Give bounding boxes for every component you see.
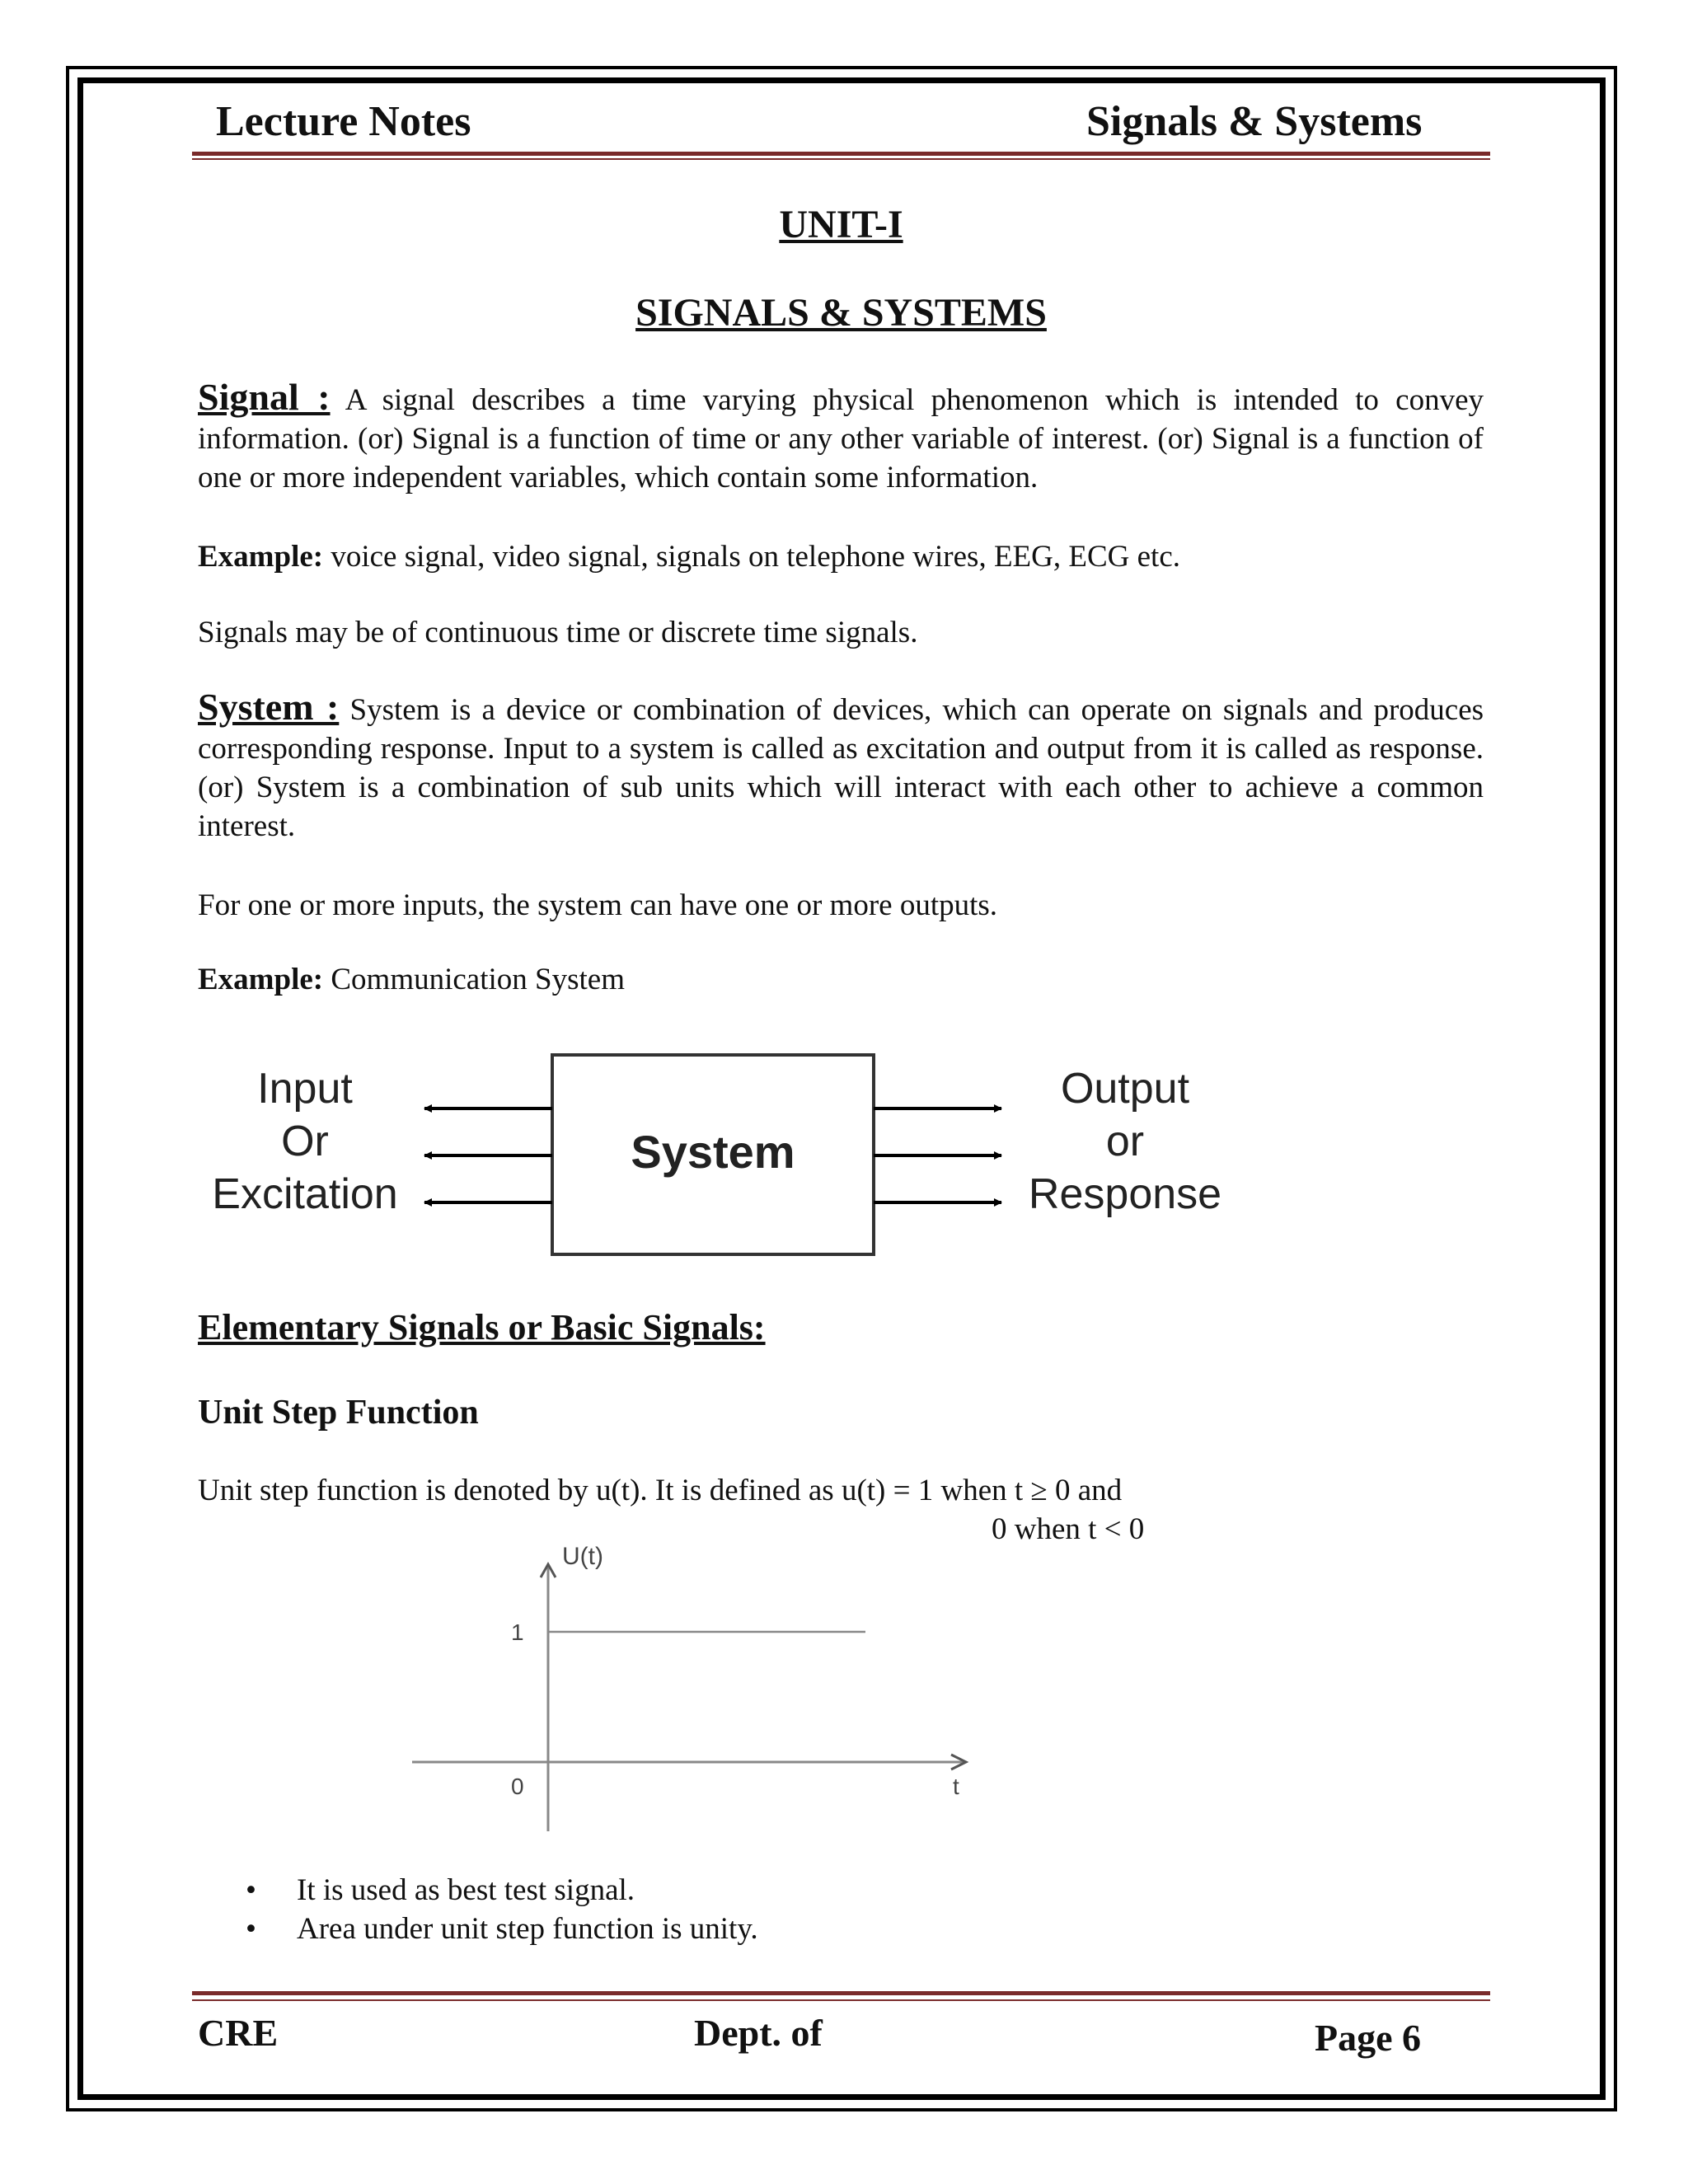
unit-step-heading: Unit Step Function: [198, 1394, 479, 1432]
plot-xlabel: t: [953, 1774, 959, 1799]
example-1-label: Example:: [198, 540, 324, 574]
signal-text: A signal describes a time varying physical phenomenon which is intended to convey information. (or) Signal is a function of time or any other variable of interest. (or) Signal is a function of one or more independent variables, which contain some information.: [198, 383, 1484, 494]
footer-page-number: Page 6: [1315, 2017, 1422, 2059]
input-label-line-1: Input: [257, 1065, 353, 1113]
plot-zero-label: 0: [511, 1774, 524, 1799]
system-diagram: [190, 1038, 1261, 1277]
system-paragraph: [198, 687, 1484, 846]
unit-step-bullets: [239, 1871, 758, 1948]
signal-lead: Signal :: [198, 376, 331, 418]
header-rule-thin: [192, 158, 1490, 160]
bullet-item: • Area under unit step function is unity.: [239, 1910, 758, 1948]
elementary-signals-heading: Elementary Signals or Basic Signals:: [198, 1307, 766, 1347]
plot-one-label: 1: [511, 1619, 524, 1645]
io-text: For one or more inputs, the system can have one or more outputs.: [198, 888, 998, 922]
footer-rule: [192, 1991, 1490, 1995]
system-box-label: System: [631, 1126, 795, 1178]
main-title: SIGNALS & SYSTEMS: [635, 291, 1047, 335]
example-2-label: Example:: [198, 963, 324, 996]
example-1: [198, 537, 1180, 576]
system-text: System is a device or combination of devices, which can operate on signals and produces corresponding response. Input to a system is called as excitation and output from it is called as response. (or) System is a combination of sub units which will interact with each other to achieve a common interest.: [198, 693, 1484, 843]
output-label-line-2: or: [1105, 1118, 1145, 1165]
output-label-line-1: Output: [1060, 1065, 1190, 1113]
header-left: Lecture Notes: [216, 98, 471, 145]
footer-left: CRE: [198, 2012, 279, 2054]
input-label-line-3: Excitation: [212, 1170, 398, 1218]
footer-rule-thin: [192, 1999, 1490, 2001]
example-2: [198, 960, 625, 999]
bullet-item: • It is used as best test signal.: [239, 1871, 758, 1910]
header-right: Signals & Systems: [1086, 98, 1423, 145]
header-rule: [192, 152, 1490, 156]
signal-paragraph: [198, 377, 1484, 497]
output-label-line-3: Response: [1028, 1170, 1222, 1218]
unit-step-plot: [396, 1541, 989, 1838]
signals-types-text: Signals may be of continuous time or discrete time signals.: [198, 616, 918, 649]
example-1-text: voice signal, video signal, signals on telephone wires, EEG, ECG etc.: [331, 540, 1180, 574]
unit-step-definition-cont: 0 when t < 0: [992, 1512, 1145, 1546]
system-lead: System :: [198, 686, 340, 728]
unit-title: UNIT-I: [779, 203, 903, 246]
example-2-text: Communication System: [331, 963, 625, 996]
input-label-line-2: Or: [281, 1118, 329, 1165]
unit-step-definition: Unit step function is denoted by u(t). It is defined as u(t) = 1 when t ≥ 0 and: [198, 1474, 1123, 1507]
plot-ylabel: U(t): [562, 1543, 603, 1570]
footer-center: Dept. of: [694, 2012, 823, 2054]
